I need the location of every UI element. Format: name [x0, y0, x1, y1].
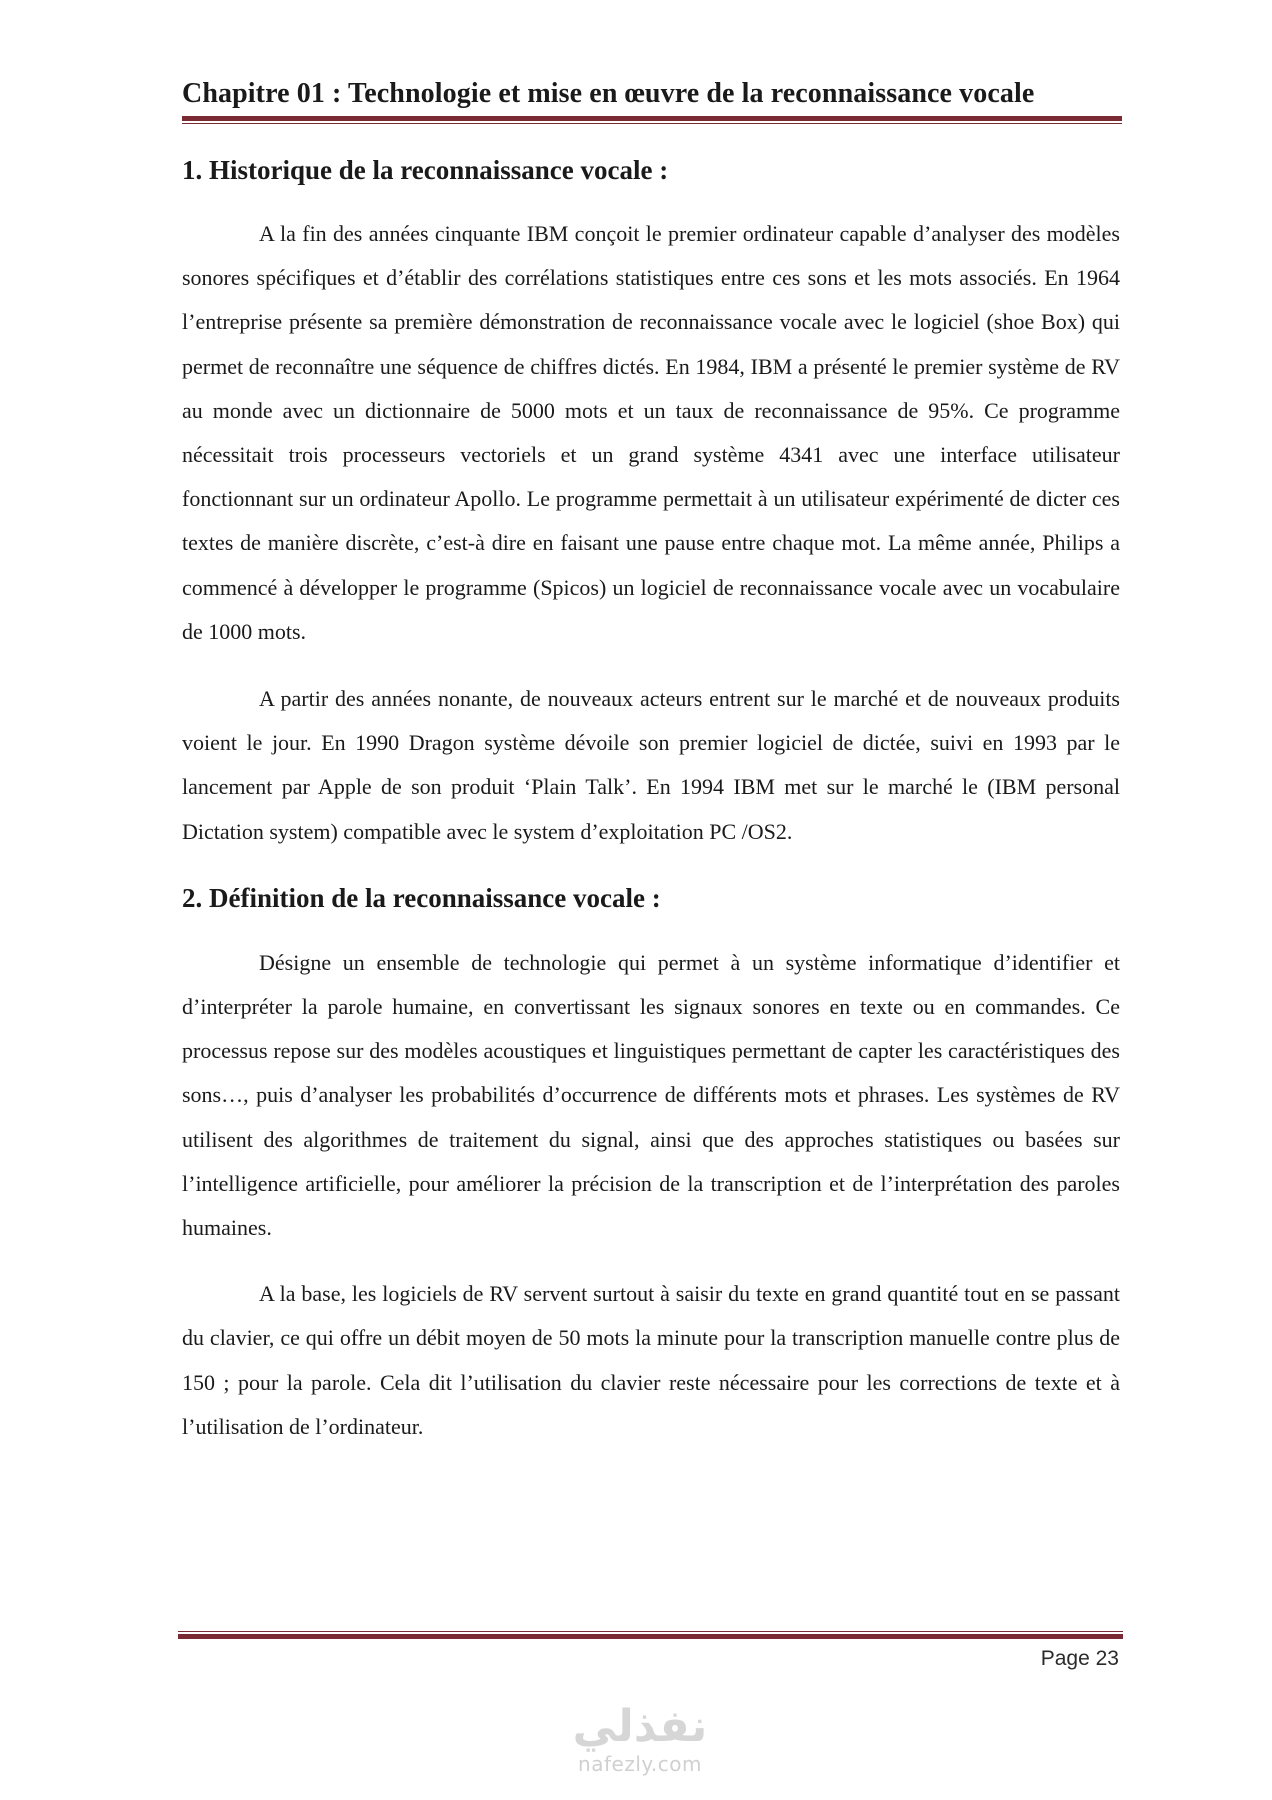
watermark-arabic: نفذلي	[572, 1701, 708, 1752]
footer-rule-thick	[178, 1634, 1123, 1639]
watermark-latin: nafezly.com	[578, 1752, 702, 1776]
page-content	[182, 150, 1120, 1449]
section-heading-historique: 1. Historique de la reconnaissance vocale :	[182, 155, 669, 185]
watermark-logo	[540, 1702, 740, 1776]
paragraph-historique-1: A la fin des années cinquante IBM conçoit le premier ordinateur capable d’analyser des modèles sonores spécifiques et d’établir des corrélations statistiques entre ces sons et les mots associés. En 1964 l’entreprise présente sa première démonstration de reconnaissance vocale avec le logiciel (shoe Box) qui permet de reconnaître une séquence de chiffres dictés. En 1984, IBM a présenté le premier système de RV au monde avec un dictionnaire de 5000 mots et un taux de reconnaissance de 95%. Ce programme nécessitait trois processeurs vectoriels et un grand système 4341 avec une interface utilisateur fonctionnant sur un ordinateur Apollo. Le programme permettait à un utilisateur expérimenté de dicter ces textes de manière discrète, c’est-à dire en faisant une pause entre chaque mot. La même année, Philips a commencé à développer le programme (Spicos) un logiciel de reconnaissance vocale avec un vocabulaire de 1000 mots.	[182, 221, 1120, 644]
header-rule-thin	[182, 123, 1122, 124]
section-heading-definition: 2. Définition de la reconnaissance vocale :	[182, 882, 661, 913]
header-rule-thick	[182, 116, 1122, 121]
paragraph-definition-2: A la base, les logiciels de RV servent surtout à saisir du texte en grand quantité tout en se passant du clavier, ce qui offre un débit moyen de 50 mots la minute pour la transcription manuelle contre plus de 150 ; pour la parole. Cela dit l’utilisation du clavier reste nécessaire pour les corrections de texte et à l’utilisation de l’ordinateur.	[182, 1281, 1120, 1439]
chapter-title: Chapitre 01 : Technologie et mise en œuvre de la reconnaissance vocale	[182, 78, 1035, 109]
chapter-header	[182, 74, 1122, 124]
paragraph-historique-2: A partir des années nonante, de nouveaux acteurs entrent sur le marché et de nouveaux produits voient le jour. En 1990 Dragon système dévoile son premier logiciel de dictée, suivi en 1993 par le lancement par Apple de son produit ‘Plain Talk’. En 1994 IBM met sur le marché le (IBM personal Dictation system) compatible avec le system d’exploitation PC /OS2.	[182, 686, 1120, 844]
page-number: Page 23	[1040, 1647, 1119, 1670]
footer-rule-thin	[178, 1631, 1123, 1632]
page-footer	[178, 1631, 1123, 1670]
paragraph-definition-1: Désigne un ensemble de technologie qui permet à un système informatique d’identifier et d’interpréter la parole humaine, en convertissant les signaux sonores en texte ou en commandes. Ce processus repose sur des modèles acoustiques et linguistiques permettant de capter les caractéristiques des sons…, puis d’analyser les probabilités d’occurrence de différents mots et phrases. Les systèmes de RV utilisent des algorithmes de traitement du signal, ainsi que des approches statistiques ou basées sur l’intelligence artificielle, pour améliorer la précision de la transcription et de l’interprétation des paroles humaines.	[182, 949, 1120, 1241]
